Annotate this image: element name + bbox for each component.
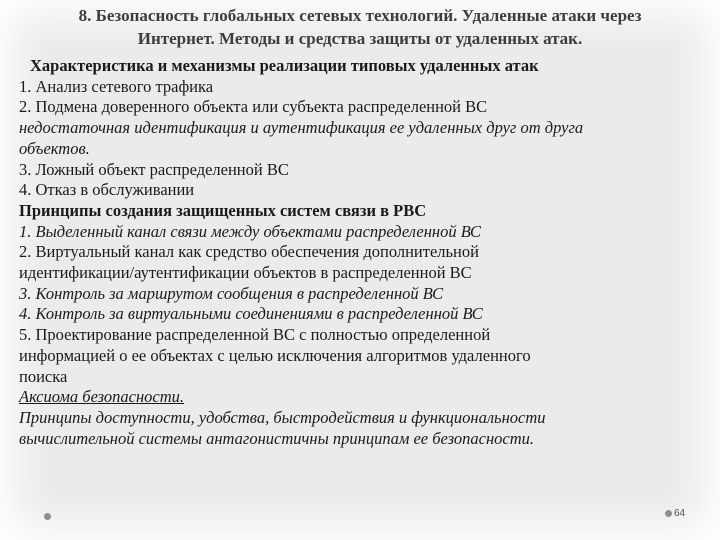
attack-item: 3. Ложный объект распределенной ВС [19,159,289,179]
footer-dot-right [665,510,672,517]
slide-body [19,56,711,449]
principle-item: поиска [19,366,68,386]
principle-item: информацией о ее объектах с целью исключения алгоритмов удаленного [19,345,531,365]
axiom-heading: Аксиома безопасности. [19,387,185,407]
attack-item-note: недостаточная идентификация и аутентификация ее удаленных друг от друга [19,118,584,138]
axiom-text-line: вычислительной системы антагонистичны принципам ее безопасности. [19,428,535,448]
attack-item: 1. Анализ сетевого трафика [19,76,214,96]
principle-item: идентификации/аутентификации объектов в распределенной ВС [19,263,472,283]
attack-item: 4. Отказ в обслуживании [19,180,195,200]
attack-item: 2. Подмена доверенного объекта или субъекта распределенной ВС [19,97,488,117]
section-heading-attacks: Характеристика и механизмы реализации типовых удаленных атак [30,56,539,75]
axiom-text-line: Принципы доступности, удобства, быстродействия и функциональности [19,407,546,427]
principle-item: 3. Контроль за маршрутом сообщения в распределенной ВС [19,283,444,303]
slide-title [10,4,710,50]
footer-dot-left [44,513,51,520]
slide-number: 64 [674,508,686,519]
attack-item-note: объектов. [19,138,90,158]
principle-item: 1. Выделенный канал связи между объектами распределенной ВС [19,221,482,241]
principle-item: 5. Проектирование распределенной ВС с полностью определенной [19,325,491,345]
principle-item: 4. Контроль за виртуальными соединениями в распределенной ВС [19,304,483,324]
principle-item: 2. Виртуальный канал как средство обеспечения дополнительной [19,242,479,262]
title-line-2: Интернет. Методы и средства защиты от удаленных атак. [137,29,583,48]
title-line-1: 8. Безопасность глобальных сетевых технологий. Удаленные атаки через [78,6,642,25]
section-heading-principles: Принципы создания защищенных систем связи в РВС [19,200,427,220]
